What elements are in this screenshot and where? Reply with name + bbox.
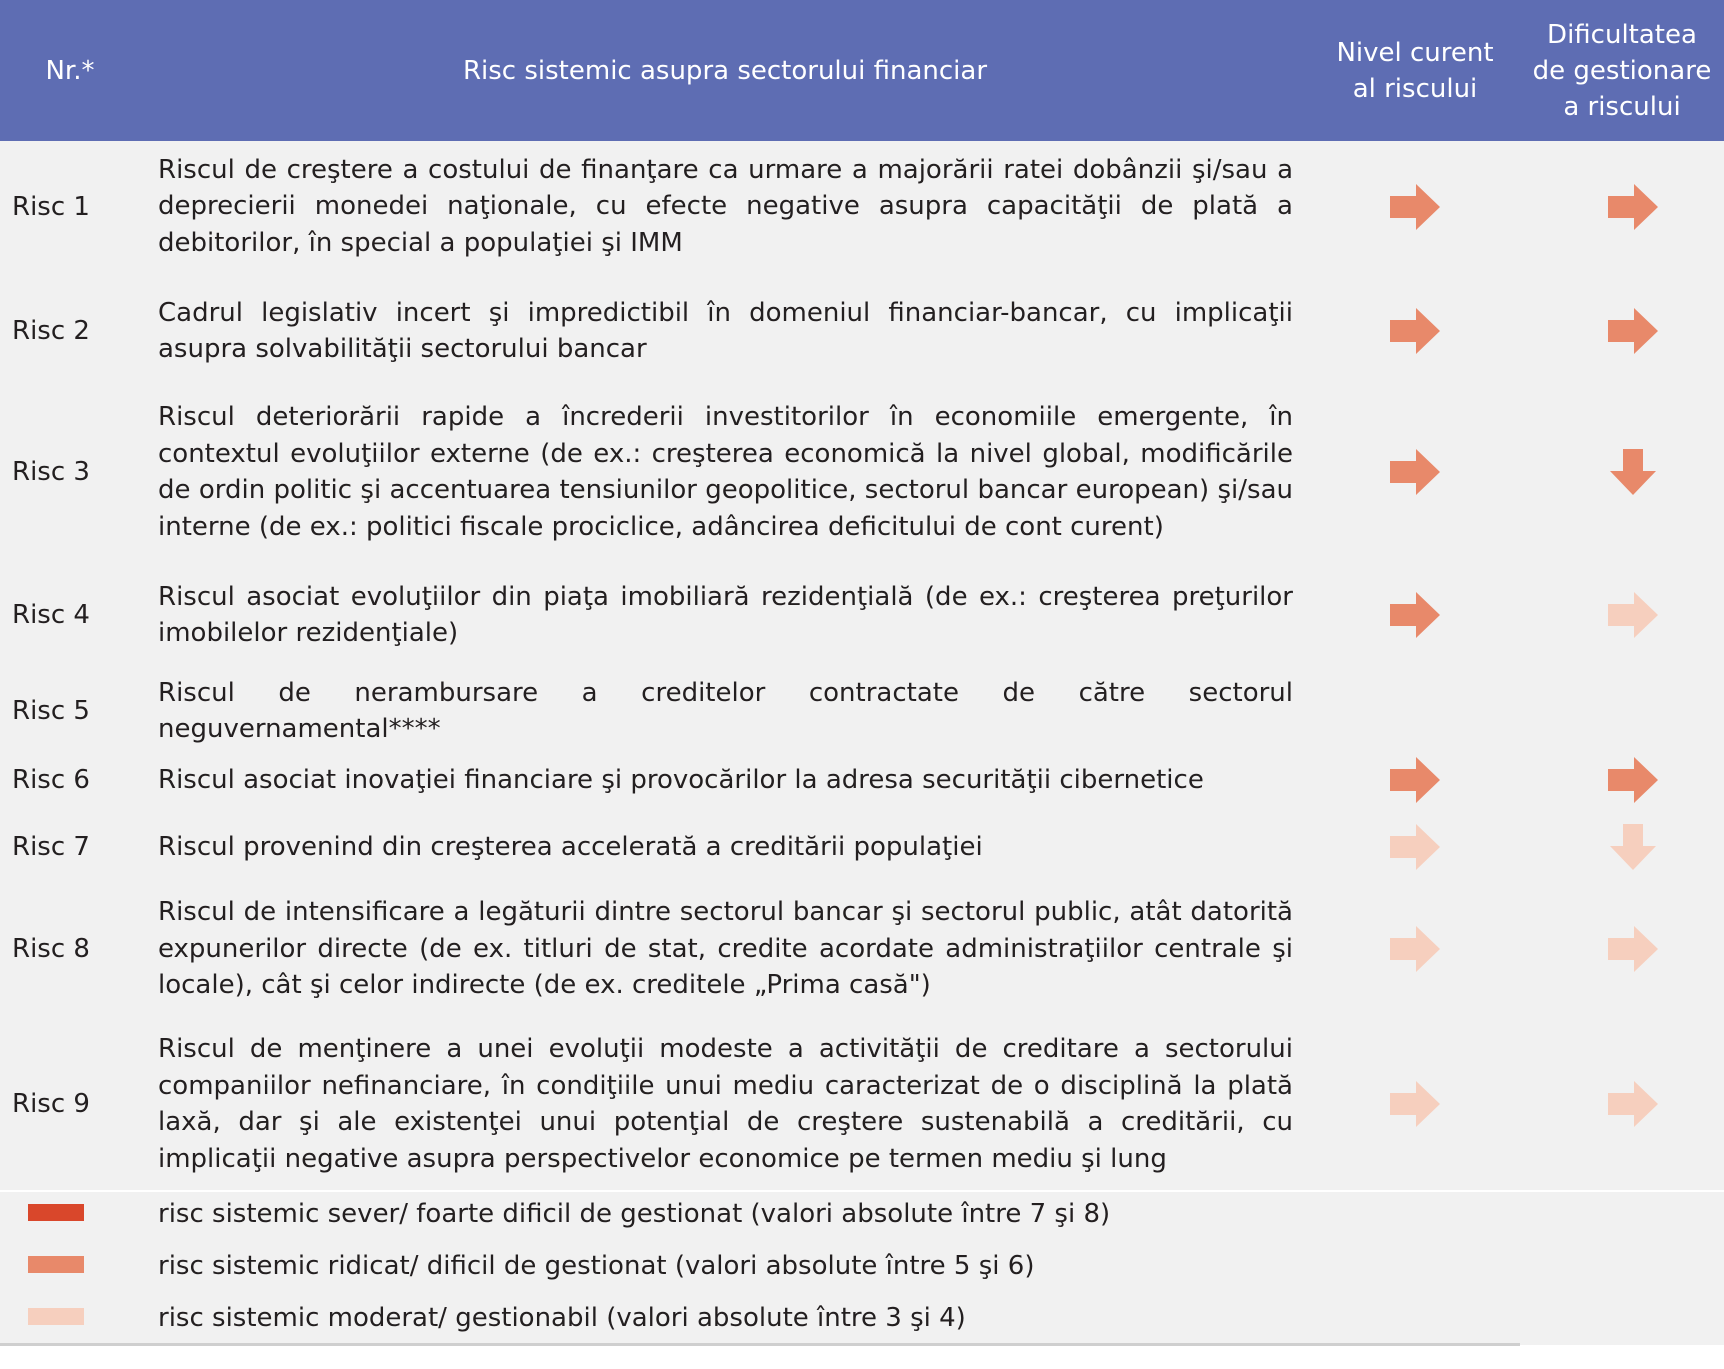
- risk-description: Riscul de menţinere a unei evoluţii modeste a activităţii de creditare a sectorului companiilor nefinanciare, în condiţiile unui mediu caracterizat de o disciplină la plată laxă, dar şi ale existenţei unui potenţial de creştere sustenabilă a creditării, cu implicaţii negative asupra perspectivelor economice pe termen mediu şi lung: [158, 1034, 1293, 1174]
- arrow-right-shape: [1390, 449, 1440, 495]
- table-row: [0, 814, 1724, 880]
- risk-description: Riscul de creştere a costului de finanţare ca urmare a majorării ratei dobânzii şi/sau a deprecierii monedei naţionale, cu efecte negative asupra capacităţii de plată a debitorilor, în special a populaţiei şi IMM: [158, 154, 1293, 258]
- legend-item-moderate: [0, 1298, 1724, 1338]
- arrow-right-icon: [1387, 181, 1443, 233]
- table-row: [0, 1018, 1724, 1190]
- risk-number: Risc 8: [12, 934, 90, 964]
- difficulty-indicator: [1598, 272, 1668, 390]
- current-level-indicator: [1380, 554, 1450, 676]
- table-row: [0, 390, 1724, 554]
- legend-item-severe: [0, 1194, 1724, 1234]
- header-difficulty: Dificultatea de gestionare a riscului: [1532, 19, 1712, 122]
- risk-number: Risc 4: [12, 600, 90, 630]
- table-row: [0, 272, 1724, 390]
- arrow-down-shape: [1610, 449, 1656, 495]
- legend-swatch: [28, 1308, 84, 1325]
- legend-swatch: [28, 1204, 84, 1221]
- arrow-down-shape: [1610, 824, 1656, 870]
- arrow-right-icon: [1387, 305, 1443, 357]
- header-description: Risc sistemic asupra sectorului financiar: [462, 55, 988, 86]
- difficulty-indicator: [1598, 141, 1668, 272]
- difficulty-indicator: [1598, 746, 1668, 814]
- arrow-right-shape: [1608, 592, 1658, 638]
- arrow-down-icon: [1605, 446, 1661, 498]
- arrow-right-icon: [1605, 1078, 1661, 1130]
- table-row: [0, 746, 1724, 814]
- legend: [0, 1192, 1724, 1345]
- risk-number: Risc 3: [12, 457, 90, 487]
- bottom-divider: [0, 1343, 1520, 1346]
- arrow-down-icon: [1605, 821, 1661, 873]
- table-header: [0, 0, 1724, 141]
- arrow-right-shape: [1390, 592, 1440, 638]
- header-nr: Nr.*: [45, 55, 95, 86]
- arrow-right-icon: [1605, 305, 1661, 357]
- arrow-right-shape: [1608, 926, 1658, 972]
- legend-swatch: [28, 1256, 84, 1273]
- risk-number: Risc 6: [12, 765, 90, 795]
- arrow-right-icon: [1387, 821, 1443, 873]
- arrow-right-shape: [1390, 926, 1440, 972]
- header-current-level: Nivel curent al riscului: [1336, 37, 1494, 104]
- difficulty-indicator: [1598, 390, 1668, 554]
- legend-label: risc sistemic ridicat/ dificil de gestionat (valori absolute între 5 şi 6): [158, 1251, 1035, 1281]
- arrow-right-icon: [1387, 923, 1443, 975]
- table-row: [0, 141, 1724, 272]
- risk-description: Riscul asociat inovaţiei financiare şi provocărilor la adresa securităţii cibernetice: [158, 764, 1204, 795]
- arrow-right-shape: [1390, 824, 1440, 870]
- current-level-indicator: [1380, 390, 1450, 554]
- risk-description: Riscul de intensificare a legăturii dintre sectorul bancar şi sectorul public, atât datorită expunerilor directe (de ex. titluri de stat, credite acordate administraţiilor centrale şi locale), cât şi celor indirecte (de ex. creditele „Prima casă"): [158, 897, 1293, 1001]
- arrow-right-shape: [1608, 1081, 1658, 1127]
- arrow-right-icon: [1387, 589, 1443, 641]
- arrow-right-shape: [1390, 308, 1440, 354]
- difficulty-indicator: [1598, 814, 1668, 880]
- risk-number: Risc 2: [12, 316, 90, 346]
- arrow-right-icon: [1387, 754, 1443, 806]
- current-level-indicator: [1380, 141, 1450, 272]
- table-row: [0, 676, 1724, 746]
- risk-description: Riscul asociat evoluţiilor din piaţa imobiliară rezidenţială (de ex.: creşterea preţurilor imobilelor rezidenţiale): [158, 581, 1293, 648]
- current-level-indicator: [1380, 746, 1450, 814]
- legend-label: risc sistemic sever/ foarte dificil de gestionat (valori absolute între 7 şi 8): [158, 1199, 1111, 1229]
- risk-description: Cadrul legislativ incert şi impredictibil în domeniul financiar-bancar, cu implicaţii asupra solvabilităţii sectorului bancar: [158, 297, 1293, 364]
- table-row: [0, 880, 1724, 1018]
- legend-item-high: [0, 1246, 1724, 1286]
- arrow-right-shape: [1608, 308, 1658, 354]
- table-row: [0, 554, 1724, 676]
- arrow-right-icon: [1605, 181, 1661, 233]
- difficulty-indicator: [1598, 554, 1668, 676]
- arrow-right-icon: [1605, 923, 1661, 975]
- arrow-right-icon: [1387, 446, 1443, 498]
- arrow-right-icon: [1605, 754, 1661, 806]
- current-level-indicator: [1380, 814, 1450, 880]
- arrow-right-shape: [1608, 757, 1658, 803]
- table-body: [0, 141, 1724, 1190]
- risk-number: Risc 9: [12, 1089, 90, 1119]
- risk-number: Risc 1: [12, 191, 90, 222]
- current-level-indicator: [1380, 1018, 1450, 1190]
- legend-label: risc sistemic moderat/ gestionabil (valori absolute între 3 şi 4): [158, 1303, 966, 1333]
- arrow-right-shape: [1608, 184, 1658, 230]
- arrow-right-icon: [1387, 1078, 1443, 1130]
- risk-description: Riscul deteriorării rapide a încrederii investitorilor în economiile emergente, în contextul evoluţiilor externe (de ex.: creşterea economică la nivel global, modificările de ordin politic şi accentuarea tensiunilor geopolitice, sectorul bancar european) şi/sau interne (de ex.: politici fiscale prociclice, adâncirea deficitului de cont curent): [158, 402, 1293, 542]
- difficulty-indicator: [1598, 880, 1668, 1018]
- current-level-indicator: [1380, 272, 1450, 390]
- risk-number: Risc 5: [12, 696, 90, 726]
- arrow-right-icon: [1605, 589, 1661, 641]
- arrow-right-shape: [1390, 184, 1440, 230]
- risk-description: Riscul provenind din creşterea accelerată a creditării populaţiei: [158, 831, 983, 862]
- difficulty-indicator: [1598, 1018, 1668, 1190]
- arrow-right-shape: [1390, 757, 1440, 803]
- arrow-right-shape: [1390, 1081, 1440, 1127]
- current-level-indicator: [1380, 880, 1450, 1018]
- risk-number: Risc 7: [12, 832, 90, 862]
- risk-description: Riscul de nerambursare a creditelor contractate de către sectorul neguvernamental****: [158, 677, 1293, 744]
